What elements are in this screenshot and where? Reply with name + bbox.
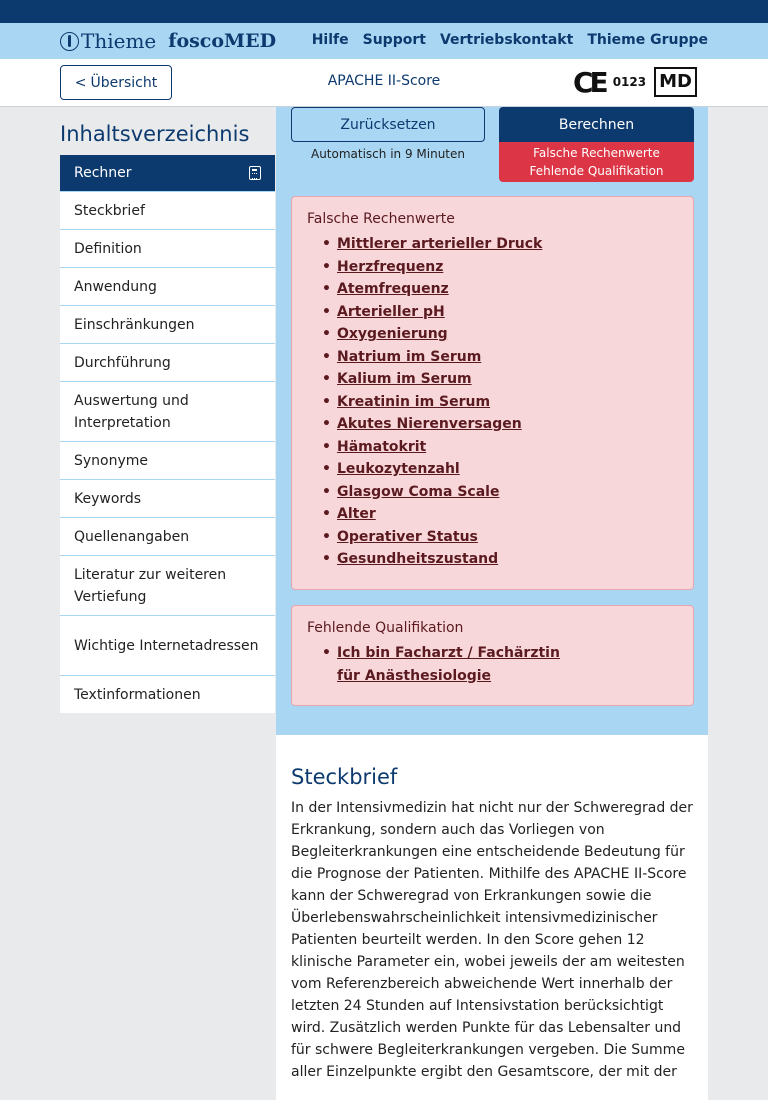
wrong-value-link[interactable]: Kalium im Serum xyxy=(337,371,472,387)
wrong-values-alert xyxy=(291,196,694,590)
link-hilfe[interactable]: Hilfe xyxy=(311,32,349,48)
list-item[interactable]: • Arterieller pH xyxy=(322,301,693,324)
brand-bar xyxy=(0,23,768,59)
toc-item-label: Rechner xyxy=(74,165,132,181)
back-button[interactable] xyxy=(60,65,172,100)
link-vertriebskontakt[interactable]: Vertriebskontakt xyxy=(439,32,574,48)
list-item[interactable]: • Leukozytenzahl xyxy=(322,458,693,481)
page-title: APACHE II-Score xyxy=(327,73,441,89)
top-links xyxy=(312,32,708,48)
wrong-value-link[interactable]: Arterieller pH xyxy=(337,303,445,320)
steckbrief-text: In der Intensivmedizin hat nicht nur der Schweregrad der Erkrankung, sondern auch das Vorliegen von Begleiterkrankungen eine entscheidende Bedeutung für die Prognose der Patienten. Mithilfe des APACHE II-Score kann der Schweregrad von Erkrankungen sowie die Überlebenswahrscheinlichkeit intensivmedizinischer Patienten beurteilt werden. In den Score gehen 12 klinische Parameter ein, wobei jeweils der am weitesten vom Referenzbereich abweichende Wert innerhalb der letzten 24 Stunden auf Intensivstation berücksichtigt wird. Zusätzlich werden Punkte für das Lebensalter und für schwere Begleiterkrankungen vergeben. Die Summe aller Einzelpunkte ergibt den Gesamtscore, der mit der xyxy=(291,800,693,1080)
auto-reset-text: Automatisch in 9 Minuten xyxy=(310,147,465,161)
steckbrief-heading: Steckbrief xyxy=(291,765,398,789)
list-item[interactable]: • Oxygenierung xyxy=(322,323,693,346)
wrong-value-link[interactable]: Kreatinin im Serum xyxy=(337,393,491,410)
wrong-value-link[interactable]: Herzfrequenz xyxy=(337,258,444,275)
wrong-value-link[interactable]: Leukozytenzahl xyxy=(337,461,460,477)
md-label: MD xyxy=(654,67,697,97)
qualification-link[interactable]: Ich bin Facharzt / Fachärztin für Anästhesiologie xyxy=(337,645,560,684)
list-item[interactable]: • Kalium im Serum xyxy=(322,368,693,391)
toc-item-steckbrief[interactable]: Steckbrief xyxy=(60,192,275,230)
wrong-values-heading: Falsche Rechenwerte xyxy=(307,211,455,227)
toc-item-einschraenkungen[interactable]: Einschränkungen xyxy=(60,306,275,344)
wrong-value-link[interactable]: Akutes Nierenversagen xyxy=(337,416,522,432)
toc-item-quellenangaben[interactable]: Quellenangaben xyxy=(60,518,275,556)
reset-button[interactable]: Zurücksetzen xyxy=(291,107,485,142)
list-item[interactable]: • Natrium im Serum xyxy=(322,346,693,369)
toc-item-anwendung[interactable]: Anwendung xyxy=(60,268,275,306)
wrong-value-link[interactable]: Operativer Status xyxy=(337,528,478,545)
list-item[interactable]: • Mittlerer arterieller Druck xyxy=(322,233,693,256)
toc-item-literatur[interactable]: Literatur zur weiteren Vertiefung xyxy=(60,556,275,616)
wrong-values-list xyxy=(307,233,693,571)
publisher-name: Thieme xyxy=(81,29,157,53)
wrong-value-link[interactable]: Mittlerer arterieller Druck xyxy=(337,236,543,252)
ce-md-mark xyxy=(573,65,697,99)
thieme-emblem-icon xyxy=(60,32,79,51)
toc-item-keywords[interactable]: Keywords xyxy=(60,480,275,518)
toc-title: Inhaltsverzeichnis xyxy=(60,122,250,146)
list-item[interactable]: • Hämatokrit xyxy=(322,436,693,459)
link-support[interactable]: Support xyxy=(362,32,426,48)
missing-qualification-alert xyxy=(291,605,694,706)
error-missing-qualification: Fehlende Qualifikation xyxy=(529,164,664,178)
toc-item-rechner[interactable] xyxy=(60,155,275,192)
toc-item-internetadressen[interactable]: Wichtige Internetadressen xyxy=(60,616,275,676)
error-wrong-values: Falsche Rechenwerte xyxy=(533,146,660,160)
calculate-button[interactable]: Berechnen xyxy=(499,107,694,142)
toc-item-auswertung[interactable]: Auswertung und Interpretation xyxy=(60,382,275,442)
top-bar xyxy=(0,0,768,23)
list-item[interactable]: • Atemfrequenz xyxy=(322,278,693,301)
list-item[interactable]: • Ich bin Facharzt / Fachärztin für Anästhesiologie xyxy=(322,642,693,687)
missing-qualification-heading: Fehlende Qualifikation xyxy=(307,620,464,636)
wrong-value-link[interactable]: Glasgow Coma Scale xyxy=(337,483,500,500)
steckbrief-section xyxy=(276,735,708,1100)
ce-icon: CE xyxy=(573,65,605,99)
calculator-icon xyxy=(249,166,261,180)
missing-qualification-list xyxy=(307,642,693,687)
calculator-panel xyxy=(276,107,708,735)
list-item[interactable]: • Kreatinin im Serum xyxy=(322,391,693,414)
wrong-value-link[interactable]: Oxygenierung xyxy=(337,326,448,342)
list-item[interactable]: • Akutes Nierenversagen xyxy=(322,413,693,436)
list-item[interactable]: • Glasgow Coma Scale xyxy=(322,481,693,504)
list-item[interactable]: • Operativer Status xyxy=(322,526,693,549)
list-item[interactable]: • Herzfrequenz xyxy=(322,256,693,279)
link-thieme-gruppe[interactable]: Thieme Gruppe xyxy=(587,32,708,48)
wrong-value-link[interactable]: Hämatokrit xyxy=(337,438,427,455)
chevron-left-icon: < xyxy=(74,74,87,91)
toc-item-textinformationen[interactable]: Textinformationen xyxy=(74,686,201,703)
wrong-value-link[interactable]: Natrium im Serum xyxy=(337,348,482,365)
toc-nav xyxy=(60,155,275,713)
back-button-label: Übersicht xyxy=(90,74,158,91)
wrong-value-link[interactable]: Atemfrequenz xyxy=(337,281,449,297)
wrong-value-link[interactable]: Alter xyxy=(337,506,376,522)
product-name: foscoMED xyxy=(168,30,277,52)
toc-item-synonyme[interactable]: Synonyme xyxy=(60,442,275,480)
list-item[interactable]: • Alter xyxy=(322,503,693,526)
toc-item-durchfuehrung[interactable]: Durchführung xyxy=(60,344,275,382)
toc-item-definition[interactable]: Definition xyxy=(60,230,275,268)
wrong-value-link[interactable]: Gesundheitszustand xyxy=(337,551,499,567)
notified-body-number: 0123 xyxy=(612,75,647,89)
calculate-error-badge xyxy=(499,142,694,182)
thieme-logo[interactable] xyxy=(60,28,276,54)
header-bar xyxy=(0,59,768,107)
list-item[interactable]: • Gesundheitszustand xyxy=(322,548,693,571)
